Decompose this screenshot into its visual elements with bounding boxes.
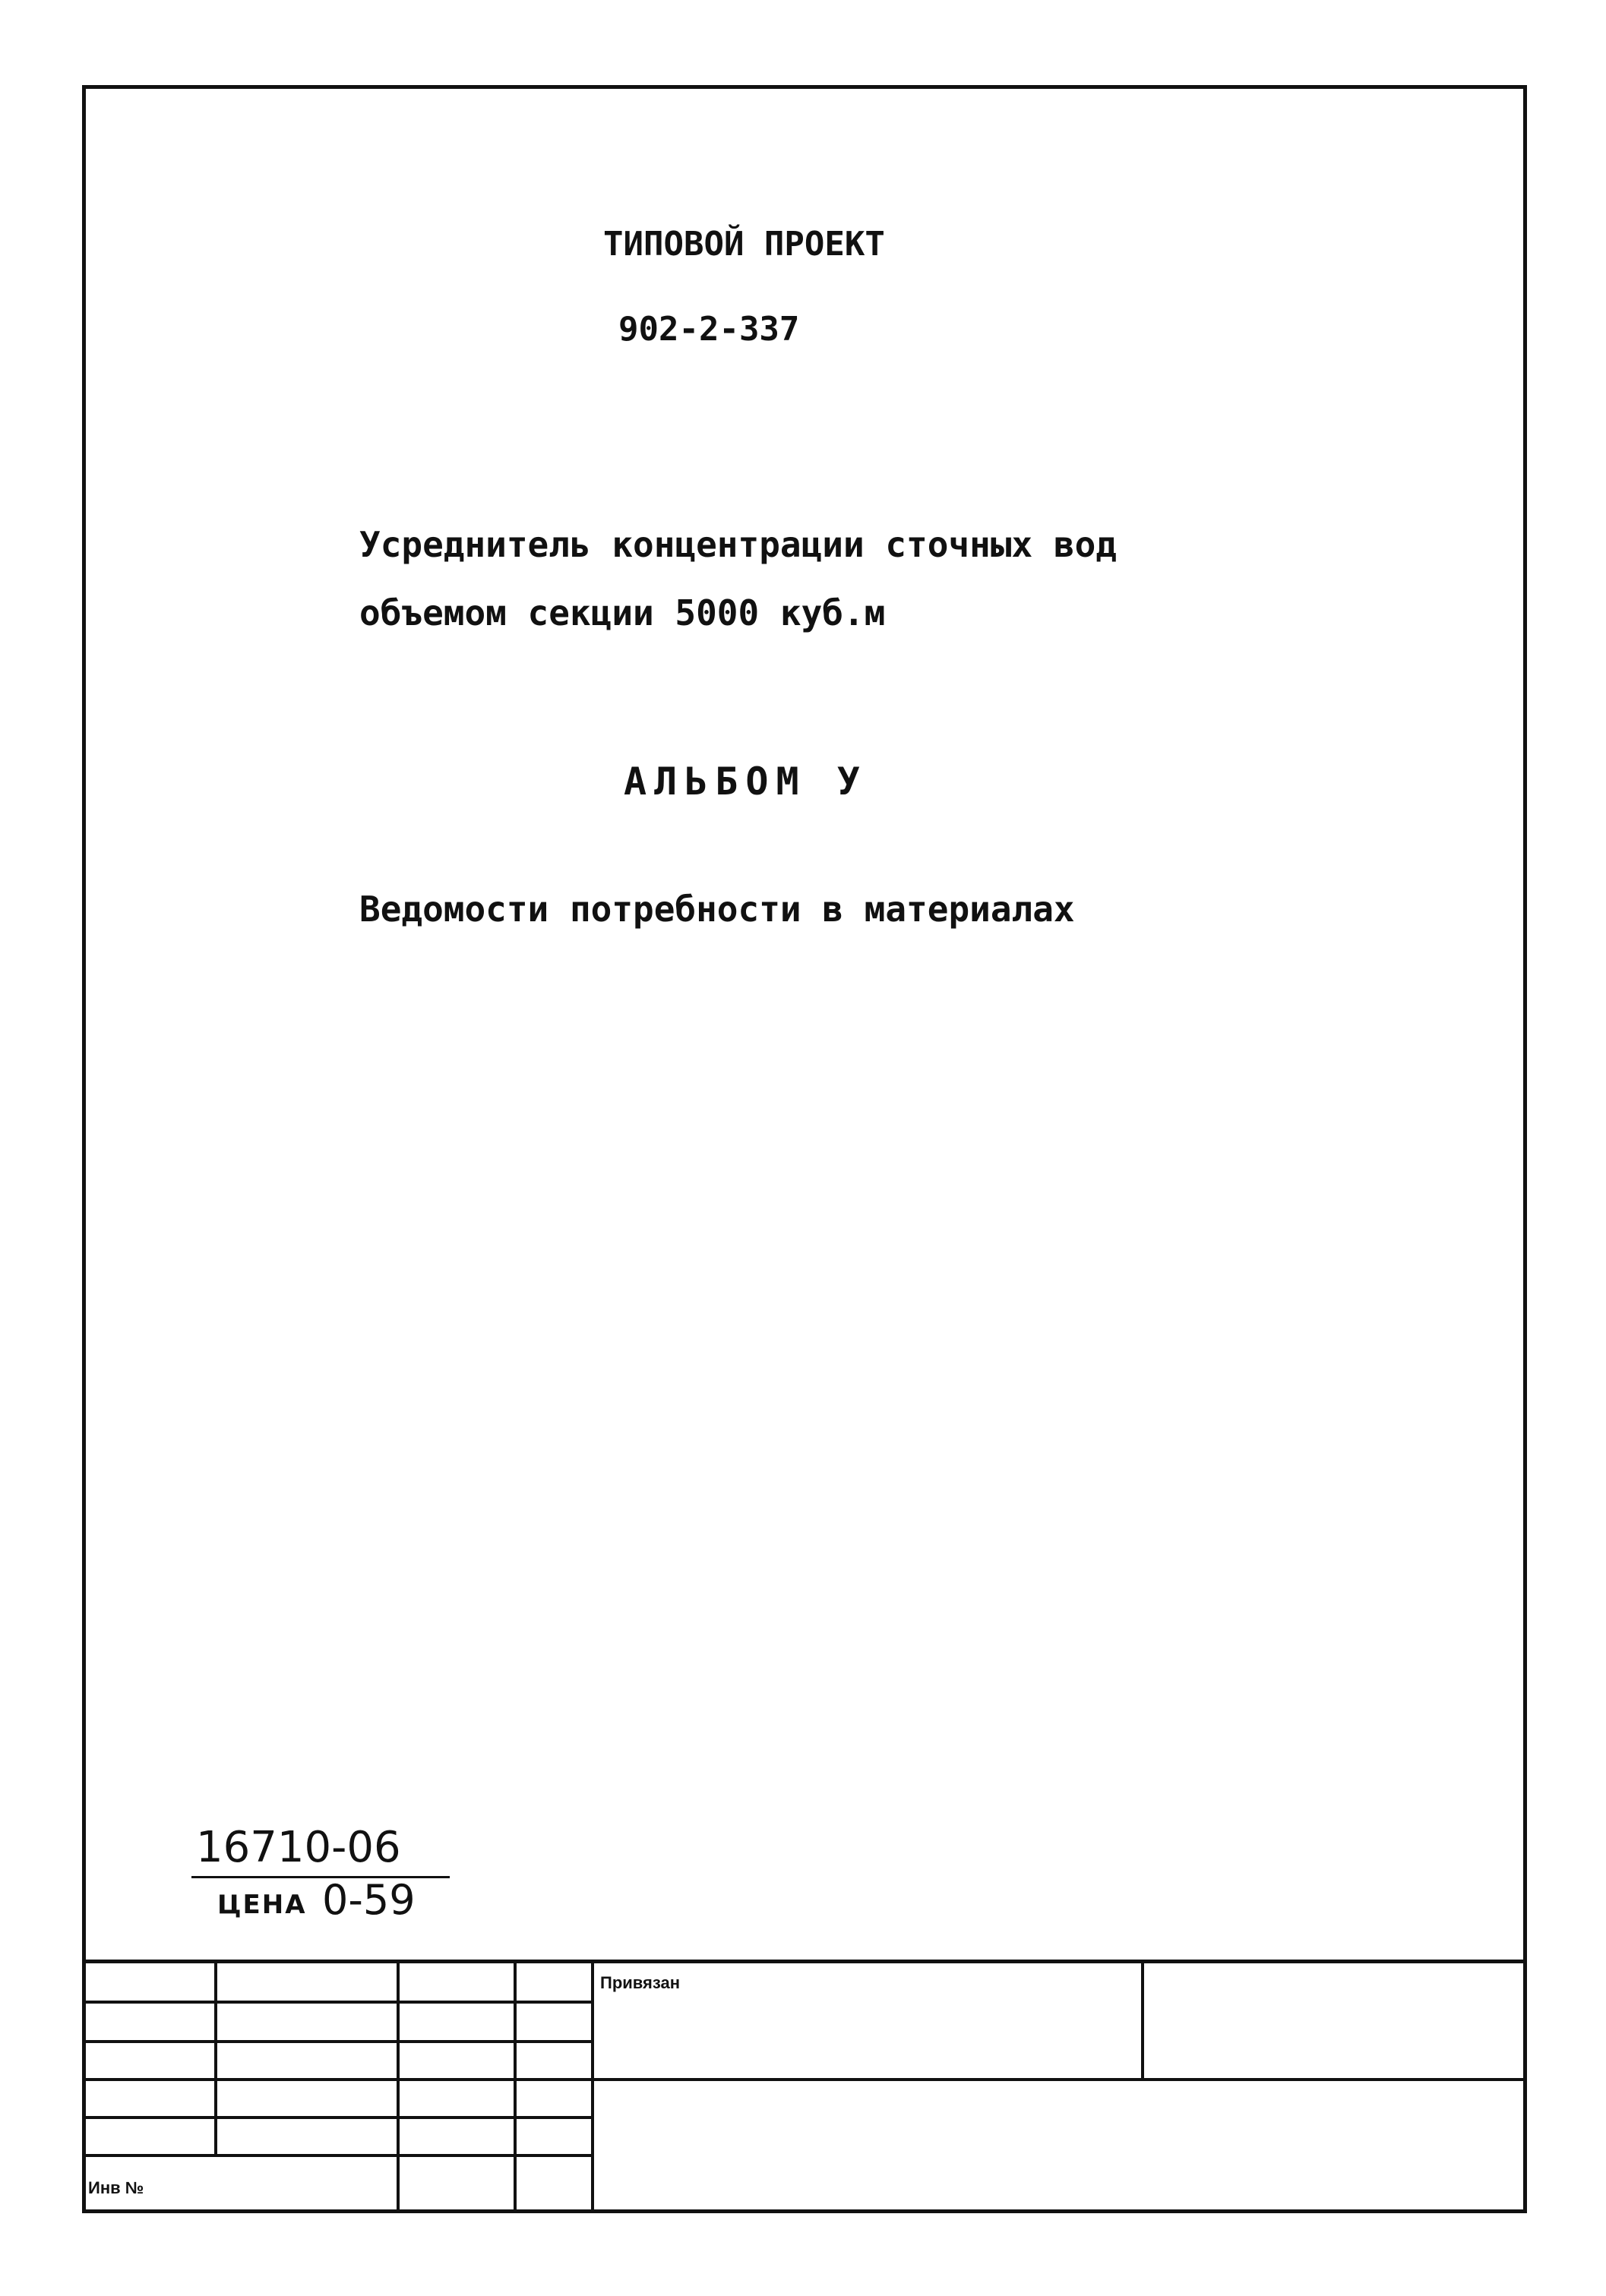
album-heading: АЛЬБОМ У [624,760,868,804]
album-description: Ведомости потребности в материалах [359,889,1075,930]
project-name-line-2: объемом секции 5000 куб.м [359,592,886,633]
price-value: 0-59 [322,1876,416,1924]
grid-line [82,2078,1527,2081]
project-name-line-1: Усреднитель концентрации сточных вод [359,524,1117,565]
stamp-code: 16710-06 [196,1823,401,1872]
attached-label: Привязан [600,1973,681,1992]
project-number: 902-2-337 [618,310,800,349]
grid-line [1141,1961,1144,2080]
grid-line [514,1961,517,2212]
inventory-label: Инв № [88,2178,144,2197]
grid-line [214,1961,217,2155]
document-type-title: ТИПОВОЙ ПРОЕКТ [603,225,885,264]
price-label: ЦЕНА [217,1890,307,1920]
grid-line [397,1961,400,2212]
grid-line [591,1961,594,2212]
title-block-top-line [82,1960,1527,1963]
